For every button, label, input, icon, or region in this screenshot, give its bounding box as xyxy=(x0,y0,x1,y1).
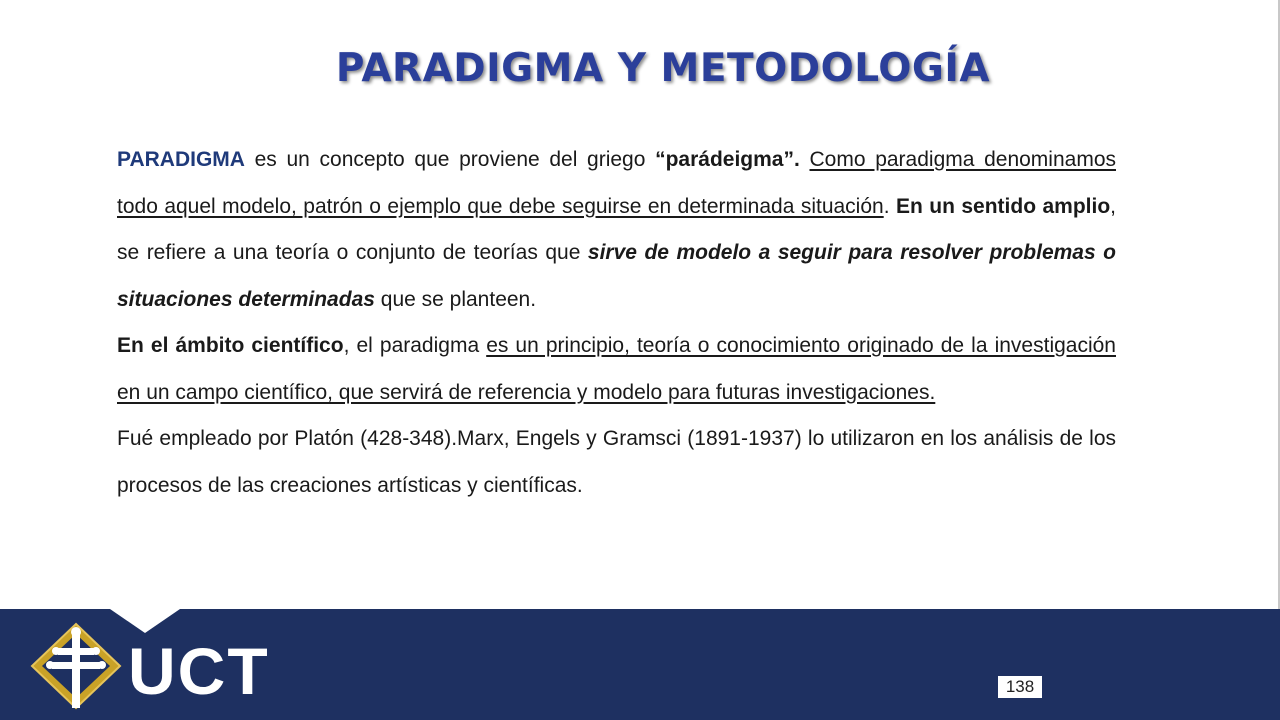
bold-italic-phrase: sirve de modelo a seguir para resolver problemas o situaciones determinadas xyxy=(117,241,1116,311)
text-segment xyxy=(800,148,810,171)
slide-title: PARADIGMA Y METODOLOGÍA xyxy=(335,46,991,91)
keyword-paradigma: PARADIGMA xyxy=(117,148,245,171)
paragraph-history xyxy=(117,416,1116,509)
bold-phrase: En un sentido amplio xyxy=(895,194,1111,218)
text-segment: , el paradigma xyxy=(343,334,487,357)
text-segment: Fué empleado por Platón (428-348).Marx, Engels y Gramsci (1891-1937) lo utilizaron en los análisis de los procesos de las creaciones artísticas y científicas. xyxy=(117,427,1116,497)
text-segment: , se refiere a una teoría o conjunto de teorías que xyxy=(117,194,1116,264)
underlined-definition: es un principio, teoría o conocimiento originado de la investigación en un campo científico, que servirá de referencia y modelo para futuras investigaciones. xyxy=(117,334,1116,404)
cross-emblem-icon xyxy=(32,624,120,708)
uct-logo xyxy=(28,622,298,712)
slide-body xyxy=(117,137,1116,509)
paragraph-definition xyxy=(117,137,1116,323)
underlined-definition: Como paradigma denominamos todo aquel modelo, patrón o ejemplo que debe seguirse en determinada situación xyxy=(117,148,1116,218)
text-segment: . xyxy=(883,194,896,218)
text-segment: es un concepto que proviene del griego xyxy=(244,148,656,171)
text-segment: que se planteen. xyxy=(374,287,537,311)
greek-term: “parádeigma”. xyxy=(655,148,800,171)
page-number: 138 xyxy=(998,676,1042,698)
bold-phrase: En el ámbito científico xyxy=(117,334,344,357)
paragraph-scientific xyxy=(117,323,1116,416)
logo-wordmark: UCT xyxy=(128,634,270,708)
